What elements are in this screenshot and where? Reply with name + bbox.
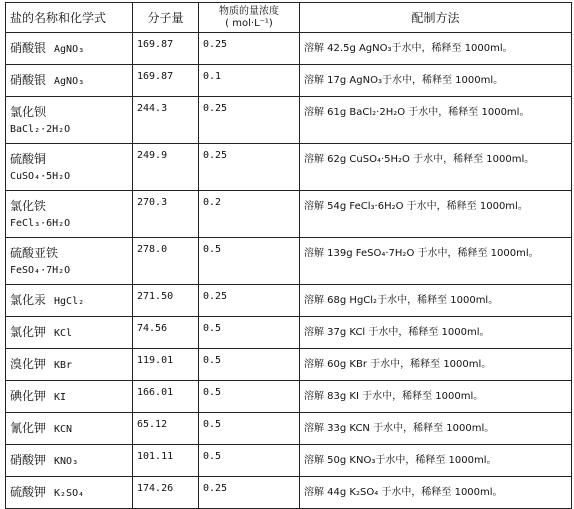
concentration-cell: 0.5 [199, 381, 300, 413]
salt-name: 硝酸银 [10, 73, 47, 87]
molecular-weight-cell: 249.9 [133, 144, 199, 191]
salt-name-cell [6, 65, 133, 97]
concentration-cell: 0.25 [199, 477, 300, 509]
salt-formula: K₂SO₄ [54, 488, 85, 499]
header-concentration [199, 3, 300, 33]
preparation-method-cell: 溶解 37g KCl 于水中，稀释至 1000ml。 [300, 317, 572, 349]
molecular-weight-cell: 271.50 [133, 285, 199, 317]
salt-formula: CuSO₄·5H₂O [10, 171, 71, 182]
salt-name: 硫酸亚铁 [10, 246, 59, 260]
molecular-weight-cell: 174.26 [133, 477, 199, 509]
preparation-method-cell: 溶解 50g KNO₃于水中，稀释至 1000ml。 [300, 445, 572, 477]
concentration-cell: 0.1 [199, 65, 300, 97]
salt-name: 硝酸钾 [10, 453, 47, 467]
table-row [6, 445, 572, 477]
molecular-weight-cell: 65.12 [133, 413, 199, 445]
salt-formula: AgNO₃ [54, 76, 85, 87]
salt-formula: AgNO₃ [54, 44, 85, 55]
table-row [6, 285, 572, 317]
header-method: 配制方法 [300, 3, 572, 33]
salt-name: 氯化钾 [10, 325, 47, 339]
concentration-cell: 0.5 [199, 238, 300, 285]
concentration-cell: 0.5 [199, 445, 300, 477]
salt-formula: FeSO₄·7H₂O [10, 265, 71, 276]
preparation-method-cell: 溶解 61g BaCl₂·2H₂O 于水中，稀释至 1000ml。 [300, 97, 572, 144]
salt-formula: KI [54, 392, 67, 403]
salt-formula: KCN [54, 424, 73, 435]
header-concentration-unit: ( mol·L⁻¹) [225, 17, 273, 29]
preparation-method-cell: 溶解 17g AgNO₃于水中，稀释至 1000ml。 [300, 65, 572, 97]
salt-formula: BaCl₂·2H₂O [10, 124, 71, 135]
concentration-cell: 0.5 [199, 349, 300, 381]
salt-name-cell [6, 97, 133, 144]
preparation-method-cell: 溶解 62g CuSO₄·5H₂O 于水中，稀释至 1000ml。 [300, 144, 572, 191]
salt-name: 硫酸钾 [10, 485, 47, 499]
salt-formula: KCl [54, 328, 73, 339]
header-name: 盐的名称和化学式 [6, 3, 133, 33]
salt-name-cell [6, 238, 133, 285]
concentration-cell: 0.2 [199, 191, 300, 238]
salt-name: 溴化钾 [10, 357, 47, 371]
table-row [6, 144, 572, 191]
table-row [6, 33, 572, 65]
preparation-method-cell: 溶解 83g KI 于水中，稀释至 1000ml。 [300, 381, 572, 413]
concentration-cell: 0.5 [199, 413, 300, 445]
salt-name-cell [6, 144, 133, 191]
preparation-method-cell: 溶解 33g KCN 于水中，稀释至 1000ml。 [300, 413, 572, 445]
salt-name-cell [6, 381, 133, 413]
salt-name: 氯化汞 [10, 293, 47, 307]
molecular-weight-cell: 278.0 [133, 238, 199, 285]
salt-name-cell [6, 413, 133, 445]
header-molecular-weight: 分子量 [133, 3, 199, 33]
preparation-method-cell: 溶解 44g K₂SO₄ 于水中，稀释至 1000ml。 [300, 477, 572, 509]
molecular-weight-cell: 119.01 [133, 349, 199, 381]
salt-name-cell [6, 317, 133, 349]
concentration-cell: 0.25 [199, 33, 300, 65]
molecular-weight-cell: 169.87 [133, 65, 199, 97]
salt-name: 氯化铁 [10, 199, 47, 213]
molecular-weight-cell: 74.56 [133, 317, 199, 349]
table-row [6, 381, 572, 413]
salt-name: 硝酸银 [10, 41, 47, 55]
preparation-method-cell: 溶解 68g HgCl₂于水中，稀释至 1000ml。 [300, 285, 572, 317]
table-row [6, 97, 572, 144]
table-row [6, 238, 572, 285]
molecular-weight-cell: 169.87 [133, 33, 199, 65]
preparation-method-cell: 溶解 54g FeCl₃·6H₂O 于水中，稀释至 1000ml。 [300, 191, 572, 238]
salt-name: 氯化钡 [10, 105, 47, 119]
salt-name-cell [6, 349, 133, 381]
salt-name-cell [6, 33, 133, 65]
table-row [6, 477, 572, 509]
salt-formula: FeCl₃·6H₂O [10, 218, 71, 229]
salt-name: 氰化钾 [10, 421, 47, 435]
table-header-row [6, 3, 572, 33]
salt-name: 硫酸铜 [10, 152, 47, 166]
salt-name-cell [6, 445, 133, 477]
concentration-cell: 0.25 [199, 144, 300, 191]
molecular-weight-cell: 244.3 [133, 97, 199, 144]
salt-name-cell [6, 477, 133, 509]
header-concentration-title: 物质的量浓度 [219, 5, 279, 17]
molecular-weight-cell: 101.11 [133, 445, 199, 477]
table-row [6, 65, 572, 97]
salt-name: 碘化钾 [10, 389, 47, 403]
salt-formula: KBr [54, 360, 73, 371]
salt-formula: KNO₃ [54, 456, 79, 467]
preparation-method-cell: 溶解 139g FeSO₄·7H₂O 于水中，稀释至 1000ml。 [300, 238, 572, 285]
table-row [6, 413, 572, 445]
concentration-cell: 0.25 [199, 285, 300, 317]
salt-solution-table [5, 2, 572, 509]
salt-name-cell [6, 285, 133, 317]
salt-name-cell [6, 191, 133, 238]
concentration-cell: 0.25 [199, 97, 300, 144]
molecular-weight-cell: 166.01 [133, 381, 199, 413]
table-row [6, 191, 572, 238]
preparation-method-cell: 溶解 42.5g AgNO₃于水中，稀释至 1000ml。 [300, 33, 572, 65]
table-row [6, 317, 572, 349]
molecular-weight-cell: 270.3 [133, 191, 199, 238]
concentration-cell: 0.5 [199, 317, 300, 349]
table-row [6, 349, 572, 381]
preparation-method-cell: 溶解 60g KBr 于水中，稀释至 1000ml。 [300, 349, 572, 381]
salt-formula: HgCl₂ [54, 296, 85, 307]
